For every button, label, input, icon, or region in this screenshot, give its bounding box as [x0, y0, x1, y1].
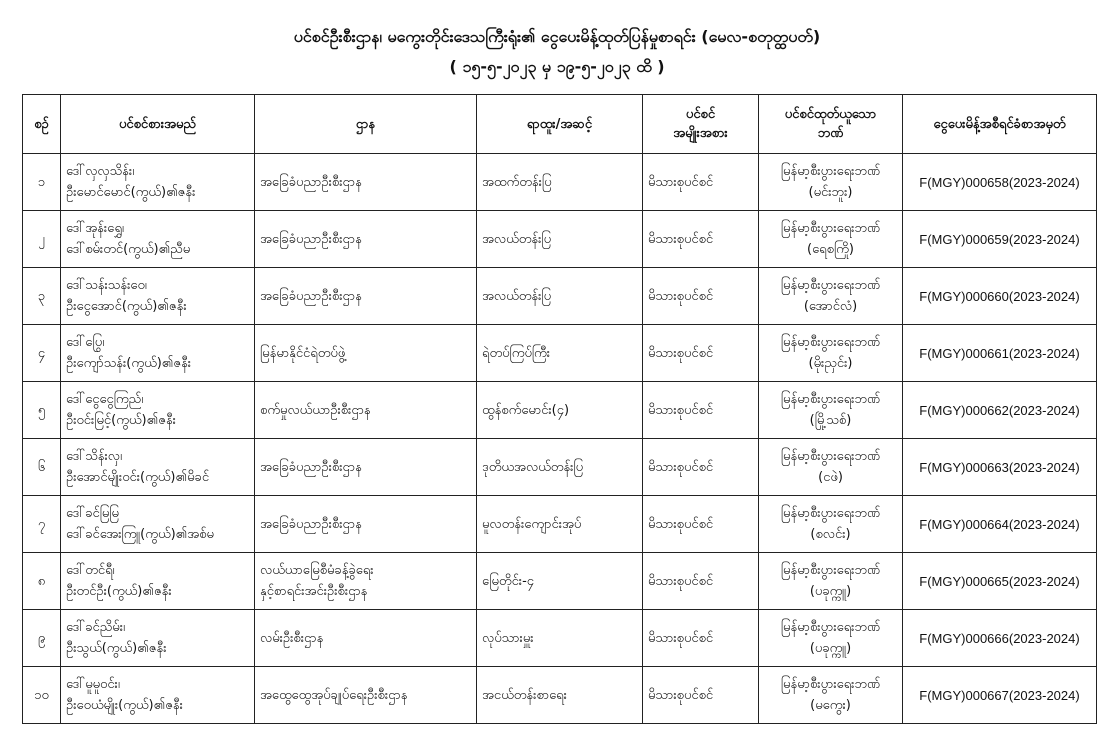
pension-bank — [759, 268, 903, 325]
license-number — [903, 325, 1097, 382]
pension-type-text: မိသားစုပင်စင် — [648, 459, 714, 475]
license-number-text: F(MGY)000662(2023-2024) — [919, 402, 1080, 418]
license-number — [903, 382, 1097, 439]
header-license-number: ငွေပေးမိန့်အစီရင်ခံစာအမှတ် — [903, 95, 1097, 154]
pension-type — [643, 382, 759, 439]
department — [255, 154, 477, 211]
department — [255, 553, 477, 610]
department-line1: လမ်းဦးစီးဌာန — [260, 630, 324, 646]
document-date-range: ( ၁၅-၅-၂၀၂၃ မှ ၁၉-၅-၂၀၂၃ ထိ ) — [449, 57, 665, 76]
rank — [477, 154, 643, 211]
rank-text: အလယ်တန်းပြ — [482, 231, 552, 247]
rank — [477, 325, 643, 382]
department-line1: အခြေခံပညာဦးစီးဌာန — [260, 516, 362, 532]
pension-type — [643, 610, 759, 667]
license-number-text: F(MGY)000659(2023-2024) — [919, 231, 1080, 247]
department — [255, 439, 477, 496]
pension-type-text: မိသားစုပင်စင် — [648, 516, 714, 532]
table-row — [23, 496, 1097, 553]
rank-text: အငယ်တန်းစာရေး — [482, 687, 567, 703]
header-pension-type — [643, 95, 759, 154]
rank-text: ထွန်စက်မောင်း(၄) — [482, 402, 570, 418]
bank-line2: (ရေစကြို) — [807, 242, 854, 257]
department — [255, 211, 477, 268]
pensioner-name-line2: ဦးငွေအောင်(ကွယ်)၏ဇနီး — [66, 299, 187, 314]
table-row — [23, 154, 1097, 211]
bank-line1: မြန်မာ့စီးပွားရေးဘဏ် — [780, 392, 881, 407]
bank-line1: မြန်မာ့စီးပွားရေးဘဏ် — [780, 278, 881, 293]
bank-line2: (မြို့သစ်) — [809, 413, 852, 428]
department — [255, 325, 477, 382]
row-number — [23, 667, 61, 724]
department-line1: လယ်ယာမြေစီမံခန့်ခွဲရေး — [260, 563, 374, 578]
pensioner-name-line1: ဒေါ်မူမူဝင်း၊ — [66, 677, 120, 692]
pensioner-name — [61, 610, 255, 667]
pension-type — [643, 211, 759, 268]
license-number — [903, 496, 1097, 553]
row-number-text: ၉ — [37, 630, 46, 646]
rank — [477, 268, 643, 325]
table-row — [23, 268, 1097, 325]
pensioner-name-line1: ဒေါ်ငွေငွေကြည်၊ — [66, 392, 144, 407]
row-number — [23, 268, 61, 325]
license-number-text: F(MGY)000665(2023-2024) — [919, 573, 1080, 589]
pension-type-text: မိသားစုပင်စင် — [648, 402, 714, 418]
table-row — [23, 553, 1097, 610]
row-number-text: ၁ — [37, 174, 46, 190]
license-number-text: F(MGY)000658(2023-2024) — [919, 174, 1080, 190]
row-number — [23, 154, 61, 211]
table-header-row — [23, 95, 1097, 154]
pensioner-name-line2: ဦးဝင်းမြင့်(ကွယ်)၏ဇနီး — [66, 413, 176, 428]
bank-line2: (စလင်း) — [810, 527, 851, 542]
row-number-text: ၅ — [37, 402, 46, 418]
row-number-text: ၇ — [37, 516, 46, 532]
row-number — [23, 496, 61, 553]
row-number-text: ၆ — [37, 459, 46, 475]
rank-text: မြေတိုင်း-၄ — [482, 573, 535, 589]
bank-line2: (အောင်လံ) — [803, 299, 858, 314]
rank-text: လုပ်သားမှူး — [482, 630, 534, 646]
header-bank-line1: ပင်စင်ထုတ်ယူသော — [784, 107, 877, 122]
department-line1: အခြေခံပညာဦးစီးဌာန — [260, 231, 362, 247]
row-number — [23, 610, 61, 667]
pension-bank — [759, 667, 903, 724]
pension-bank — [759, 553, 903, 610]
license-number-text: F(MGY)000663(2023-2024) — [919, 459, 1080, 475]
row-number — [23, 211, 61, 268]
pensioner-name — [61, 325, 255, 382]
bank-line2: (ငဖဲ) — [818, 470, 843, 485]
row-number — [23, 325, 61, 382]
pension-type — [643, 553, 759, 610]
pensioner-name — [61, 439, 255, 496]
department-line1: မြန်မာနိုင်ငံရဲတပ်ဖွဲ့ — [260, 345, 346, 361]
pension-type — [643, 268, 759, 325]
rank — [477, 382, 643, 439]
header-name: ပင်စင်စားအမည် — [61, 95, 255, 154]
department — [255, 382, 477, 439]
row-number-text: ၄ — [37, 345, 46, 361]
bank-line1: မြန်မာ့စီးပွားရေးဘဏ် — [780, 449, 881, 464]
header-department: ဌာန — [255, 95, 477, 154]
table-body — [23, 154, 1097, 724]
pensioner-name-line1: ဒေါ်တင်ရီ၊ — [66, 563, 115, 578]
pension-type-text: မိသားစုပင်စင် — [648, 288, 714, 304]
rank-text: အလယ်တန်းပြ — [482, 288, 552, 304]
department-line1: စက်မှုလယ်ယာဦးစီးဌာန — [260, 402, 371, 418]
document-title: ပင်စင်ဦးစီးဌာန၊ မကွေးတိုင်းဒေသကြီးရုံး၏ ငွေပေးမိန့်ထုတ်ပြန်မှုစာရင်း (မေလ-စတုတ္ထပတ်) — [293, 27, 821, 46]
bank-line1: မြန်မာ့စီးပွားရေးဘဏ် — [780, 563, 881, 578]
pensioner-name — [61, 268, 255, 325]
pension-type — [643, 667, 759, 724]
pension-type — [643, 325, 759, 382]
license-number — [903, 553, 1097, 610]
pension-type-text: မိသားစုပင်စင် — [648, 231, 714, 247]
department-line1: အခြေခံပညာဦးစီးဌာန — [260, 288, 362, 304]
bank-line2: (မိုးညှင်း) — [808, 356, 853, 371]
pensioner-name — [61, 211, 255, 268]
bank-line1: မြန်မာ့စီးပွားရေးဘဏ် — [780, 506, 881, 521]
bank-line1: မြန်မာ့စီးပွားရေးဘဏ် — [780, 164, 881, 179]
pensioner-name-line2: ဒေါ်စမ်းတင်(ကွယ်)၏ညီမ — [66, 242, 191, 257]
table-row — [23, 439, 1097, 496]
rank-text: အထက်တန်းပြ — [482, 174, 552, 190]
pension-payment-table — [22, 94, 1097, 724]
license-number — [903, 154, 1097, 211]
table-row — [23, 667, 1097, 724]
rank — [477, 667, 643, 724]
license-number — [903, 610, 1097, 667]
pension-type-text: မိသားစုပင်စင် — [648, 345, 714, 361]
pensioner-name-line1: ဒေါ်ခင်မြမြ — [66, 506, 119, 521]
pensioner-name-line1: ဒေါ်ခင်ညိမ်း၊ — [66, 620, 126, 635]
rank-text: မူလတန်းကျောင်းအုပ် — [482, 516, 582, 532]
department-line1: အထွေထွေအုပ်ချုပ်ရေးဦးစီးဌာန — [260, 687, 408, 703]
pensioner-name-line1: ဒေါ်ပြွေ၊ — [66, 335, 105, 350]
pensioner-name-line1: ဒေါ်သန်းသန်းဝေ၊ — [66, 278, 147, 293]
license-number-text: F(MGY)000666(2023-2024) — [919, 630, 1080, 646]
pension-bank — [759, 496, 903, 553]
header-no: စဉ် — [23, 95, 61, 154]
license-number — [903, 268, 1097, 325]
pensioner-name-line2: ဦးကျော်သန်း(ကွယ်)၏ဇနီး — [66, 356, 192, 371]
pensioner-name — [61, 553, 255, 610]
bank-line2: (မင်းဘူး) — [808, 185, 853, 200]
department-line2: နှင့်စာရင်းအင်းဦးစီးဌာန — [260, 584, 368, 599]
rank — [477, 496, 643, 553]
pensioner-name-line2: ဒေါ်ခင်အေးကြူ(ကွယ်)၏အစ်မ — [66, 527, 214, 542]
row-number-text: ၈ — [37, 573, 46, 589]
header-bank — [759, 95, 903, 154]
rank-text: ဒုတိယအလယ်တန်းပြ — [482, 459, 584, 475]
row-number-text: ၂ — [38, 231, 45, 247]
department — [255, 268, 477, 325]
department-line1: အခြေခံပညာဦးစီးဌာန — [260, 459, 362, 475]
pensioner-name-line2: ဦးတင်ဦး(ကွယ်)၏ဇနီး — [66, 584, 172, 599]
pension-bank — [759, 439, 903, 496]
header-pension-type-line1: ပင်စင် — [685, 107, 716, 122]
pensioner-name-line2: ဦးအောင်မျိုးဝင်း(ကွယ်)၏မိခင် — [66, 470, 210, 485]
license-number-text: F(MGY)000664(2023-2024) — [919, 516, 1080, 532]
pensioner-name — [61, 496, 255, 553]
rank — [477, 211, 643, 268]
rank-text: ရဲတပ်ကြပ်ကြီး — [482, 345, 551, 361]
table-row — [23, 610, 1097, 667]
bank-line2: (ပခုက္ကူ) — [809, 584, 852, 599]
license-number — [903, 211, 1097, 268]
rank — [477, 439, 643, 496]
row-number — [23, 553, 61, 610]
pension-bank — [759, 382, 903, 439]
department — [255, 496, 477, 553]
pension-bank — [759, 211, 903, 268]
license-number-text: F(MGY)000661(2023-2024) — [919, 345, 1080, 361]
department — [255, 667, 477, 724]
header-bank-line2: ဘဏ် — [817, 126, 844, 141]
pension-type-text: မိသားစုပင်စင် — [648, 174, 714, 190]
pensioner-name — [61, 667, 255, 724]
bank-line1: မြန်မာ့စီးပွားရေးဘဏ် — [780, 677, 881, 692]
bank-line2: (ပခုက္ကူ) — [809, 641, 852, 656]
pension-type — [643, 496, 759, 553]
license-number — [903, 439, 1097, 496]
header-pension-type-line2: အမျိုးအစား — [673, 126, 728, 141]
pensioner-name — [61, 154, 255, 211]
bank-line1: မြန်မာ့စီးပွားရေးဘဏ် — [780, 335, 881, 350]
license-number-text: F(MGY)000660(2023-2024) — [919, 288, 1080, 304]
pension-type-text: မိသားစုပင်စင် — [648, 573, 714, 589]
pensioner-name — [61, 382, 255, 439]
bank-line2: (မကွေး) — [810, 698, 851, 713]
pensioner-name-line2: ဦးသွယ်(ကွယ်)၏ဇနီး — [66, 641, 167, 656]
rank — [477, 610, 643, 667]
pension-type — [643, 439, 759, 496]
table-row — [23, 382, 1097, 439]
department — [255, 610, 477, 667]
row-number — [23, 382, 61, 439]
license-number — [903, 667, 1097, 724]
row-number-text: ၁၀ — [34, 687, 49, 703]
pension-type — [643, 154, 759, 211]
bank-line1: မြန်မာ့စီးပွားရေးဘဏ် — [780, 221, 881, 236]
pension-bank — [759, 325, 903, 382]
row-number — [23, 439, 61, 496]
rank — [477, 553, 643, 610]
table-row — [23, 325, 1097, 382]
pension-bank — [759, 610, 903, 667]
pensioner-name-line1: ဒေါ်သိန်းလှ၊ — [66, 449, 123, 464]
pension-type-text: မိသားစုပင်စင် — [648, 630, 714, 646]
pensioner-name-line2: ဦးဝေယံမျိုး(ကွယ်)၏ဇနီး — [66, 698, 183, 713]
bank-line1: မြန်မာ့စီးပွားရေးဘဏ် — [780, 620, 881, 635]
header-rank: ရာထူး/အဆင့် — [477, 95, 643, 154]
pension-type-text: မိသားစုပင်စင် — [648, 687, 714, 703]
department-line1: အခြေခံပညာဦးစီးဌာန — [260, 174, 362, 190]
pension-bank — [759, 154, 903, 211]
table-row — [23, 211, 1097, 268]
pensioner-name-line1: ဒေါ်အုန်းရွှေ၊ — [66, 221, 124, 236]
pensioner-name-line2: ဦးမောင်မောင်(ကွယ်)၏ဇနီး — [66, 185, 196, 200]
row-number-text: ၃ — [37, 288, 46, 304]
license-number-text: F(MGY)000667(2023-2024) — [919, 687, 1080, 703]
pensioner-name-line1: ဒေါ်လှလှသိန်း၊ — [66, 164, 135, 179]
